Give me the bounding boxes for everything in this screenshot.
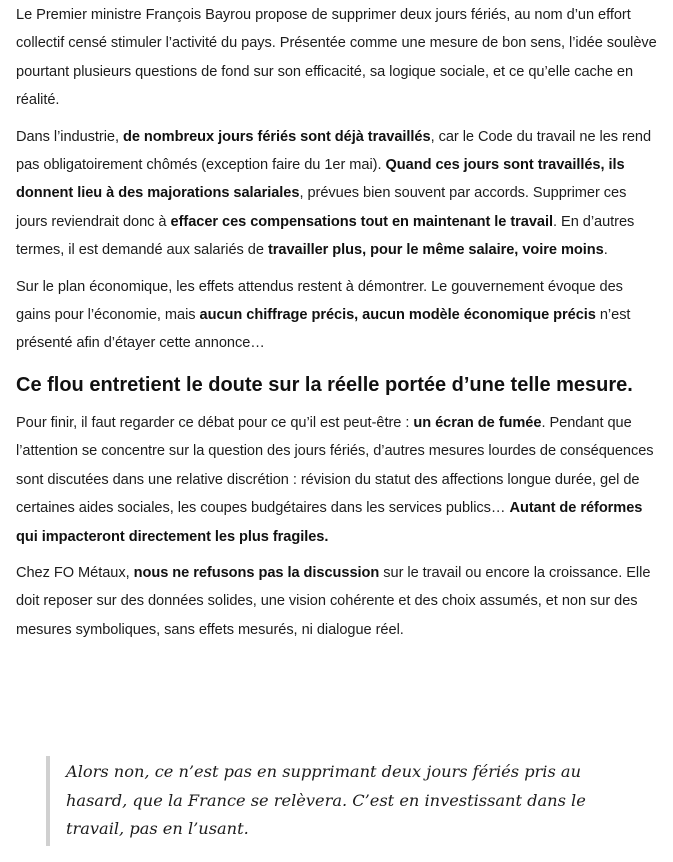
paragraph-economy [16, 273, 661, 358]
section-heading: Ce flou entretient le doute sur la réelle portée d’une telle mesure. [16, 373, 633, 396]
text-run: Dans l’industrie, [16, 128, 123, 145]
paragraph-intro [16, 1, 661, 115]
paragraph-smokescreen [16, 409, 661, 551]
bold-text-run: aucun chiffrage précis, aucun modèle économique précis [199, 307, 596, 324]
bold-text-run: nous ne refusons pas la discussion [133, 564, 380, 581]
bold-text-run: travailler plus, pour le même salaire, voire moins [267, 242, 604, 259]
bold-text-run: Autant de réformes qui impacteront directement les plus fragiles. [16, 500, 643, 545]
text-run: , prévues bien souvent par accords. Supprimer ces jours reviendrait donc à [16, 185, 627, 230]
bold-text-run: effacer ces compensations tout en maintenant le travail [170, 213, 553, 230]
article-body [16, 0, 661, 644]
paragraph-industry [16, 123, 661, 265]
pull-quote [46, 756, 606, 846]
bold-text-run: de nombreux jours fériés sont déjà travaillés [122, 128, 431, 145]
text-run: . Pendant que l’attention se concentre sur la question des jours fériés, d’autres mesures lourdes de conséquences sont discutées dans une relative discrétion : révision du statut des affections longue durée, gel de certaines aides sociales, les coupes budgétaires dans les services publics… [16, 414, 654, 517]
paragraph-fo-metaux [16, 559, 661, 644]
text-run: , car le Code du travail ne les rend pas obligatoirement chômés (exception faire du 1er mai). [16, 128, 652, 174]
text-run: Chez FO Métaux, [16, 564, 134, 581]
text-run: Pour finir, il faut regarder ce débat pour ce qu’il est peut-être : [16, 414, 414, 431]
text-run: Sur le plan économique, les effets attendus restent à démontrer. Le gouvernement évoque des gains pour l’économie, mais [16, 278, 623, 324]
bold-text-run: Quand ces jours sont travaillés, ils donnent lieu à des majorations salariales [16, 157, 625, 202]
text-run: Le Premier ministre François Bayrou propose de supprimer deux jours fériés, au nom d’un effort collectif censé stimuler l’activité du pays. Présentée comme une mesure de bon sens, l’idée soulève pourtant plusieurs questions de fond sur son efficacité, sa logique sociale, et ce qu’elle cache en réalité. [16, 7, 657, 109]
quote-text: Alors non, ce n’est pas en supprimant deux jours fériés pris au hasard, que la France se relèvera. C’est en investissant dans le travail, pas en l’usant. [66, 762, 586, 838]
text-run: n’est présenté afin d’étayer cette annonce… [16, 307, 631, 352]
text-run: . [603, 242, 608, 259]
text-run: sur le travail ou encore la croissance. Elle doit reposer sur des données solides, une vision cohérente et des choix assumés, et non sur des mesures symboliques, sans effets mesurés, ni dialogue réel. [16, 564, 651, 638]
bold-text-run: un écran de fumée [413, 414, 542, 431]
text-run: . En d’autres termes, il est demandé aux salariés de [16, 213, 635, 259]
